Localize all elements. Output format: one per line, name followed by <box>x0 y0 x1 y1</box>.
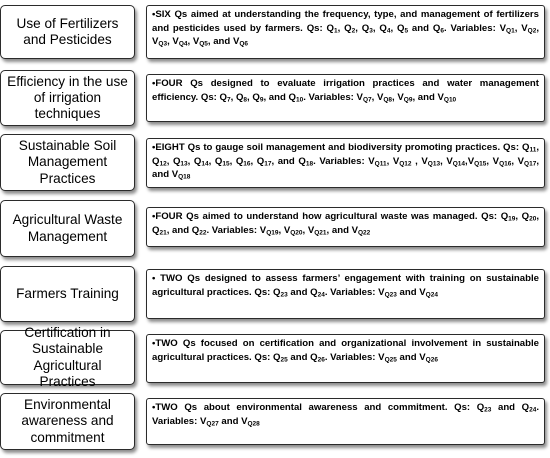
description-text: , V <box>302 224 315 236</box>
description-text: , and Q <box>271 155 306 167</box>
description-text: . Variables: V <box>313 155 375 167</box>
description-text: , and V <box>152 155 539 181</box>
category-box: Sustainable Soil Management Practices <box>0 134 135 191</box>
subscript: 8 <box>243 96 248 104</box>
description-box <box>146 269 545 319</box>
description-box <box>146 74 545 122</box>
description-text: , Q <box>152 211 540 236</box>
description-text: •TWO Qs about environmental awareness and commitment. Qs: Q <box>152 402 485 413</box>
description-box <box>146 398 545 445</box>
subscript: 24 <box>317 291 325 299</box>
description-text: , V <box>187 36 200 48</box>
subscript: Q8 <box>383 96 393 104</box>
description-text: and V <box>396 351 426 363</box>
description-text: •FOUR Qs designed to evaluate irrigation practices and water management efficiency. Qs: Q <box>152 78 539 103</box>
description-text: and Q <box>287 351 318 363</box>
description-text: , Q <box>247 91 260 103</box>
description-text: , Q <box>230 91 244 103</box>
subscript: 16 <box>243 160 251 168</box>
subscript: Q1 <box>506 27 515 35</box>
description-text: , V <box>386 155 400 167</box>
category-box: Agricultural Waste Management <box>0 200 135 257</box>
description-text: , V <box>411 155 428 167</box>
description-text: •FOUR Qs aimed to understand how agricultural waste was managed. Qs: Q <box>152 211 509 222</box>
description-text: , Q <box>187 155 202 167</box>
category-box: Use of Fertilizers and Pesticides <box>0 5 135 59</box>
description-text: , and V <box>412 91 444 103</box>
description-text: •TWO Qs focused on certification and organizational involvement in sustainable agricultural practices. Qs: Q <box>152 338 539 363</box>
subscript: Q11 <box>374 160 387 168</box>
description-box <box>146 138 545 188</box>
description-text: , Q <box>515 211 530 222</box>
category-box: Environmental awareness and commitment <box>0 393 135 450</box>
description-text: ,V <box>465 155 475 167</box>
subscript: Q24 <box>425 291 438 299</box>
subscript: 4 <box>386 27 391 35</box>
description-text: , and Q <box>166 224 200 236</box>
subscript: Q28 <box>247 420 260 428</box>
subscript: Q23 <box>384 291 397 299</box>
description-text: , V <box>371 91 384 103</box>
description-box <box>146 334 545 383</box>
description-text: . Variables: V <box>443 22 507 34</box>
subscript: Q19 <box>266 229 279 237</box>
description-text: •EIGHT Qs to gauge soil management and biodiversity promoting practices. Qs: Q <box>152 142 530 153</box>
description-text: , Q <box>355 22 370 34</box>
description-text: and V <box>396 286 426 298</box>
subscript: 9 <box>259 96 264 104</box>
subscript: 19 <box>508 215 516 223</box>
description-text: , Q <box>208 155 223 167</box>
subscript: 15 <box>222 160 230 168</box>
description-text: . Variables: V <box>324 351 385 363</box>
description-text: , Q <box>372 22 387 34</box>
subscript: 17 <box>264 160 272 168</box>
category-box: Certification in Sustainable Agricultural Practices <box>0 330 135 385</box>
description-box <box>146 5 545 59</box>
subscript: Q13 <box>427 160 441 168</box>
description-box <box>146 207 545 247</box>
subscript: Q17 <box>524 160 537 168</box>
subscript: 24 <box>529 406 537 414</box>
subscript: Q5 <box>199 40 208 48</box>
subscript: 20 <box>529 215 537 223</box>
subscript: Q26 <box>425 356 438 364</box>
description-text: , Q <box>229 155 244 167</box>
description-text: . Variables: V <box>206 224 267 236</box>
subscript: 11 <box>529 146 537 154</box>
subscript: Q16 <box>499 160 512 168</box>
subscript: 26 <box>317 356 325 364</box>
subscript: 7 <box>227 96 231 104</box>
category-box: Farmers Training <box>0 266 135 322</box>
description-text: •SIX Qs aimed at understanding the frequency, type, and management of fertilizers and pesticides used by farmers. Qs: Q <box>152 9 539 34</box>
subscript: Q18 <box>178 173 191 181</box>
description-text: , Q <box>152 142 539 167</box>
subscript: Q9 <box>403 96 413 104</box>
category-box: Efficiency in the use of irrigation techniques <box>0 70 135 126</box>
subscript: 14 <box>201 160 209 168</box>
subscript: Q22 <box>358 229 371 237</box>
description-text: , and V <box>326 224 358 236</box>
subscript: Q25 <box>384 356 397 364</box>
subscript: Q6 <box>239 40 249 48</box>
subscript: 5 <box>404 27 409 35</box>
subscript: 23 <box>484 406 492 414</box>
description-text: , V <box>486 155 500 167</box>
description-text: , V <box>440 155 453 167</box>
subscript: 21 <box>159 229 167 237</box>
subscript: 12 <box>159 160 167 168</box>
subscript: 13 <box>180 160 188 168</box>
subscript: 18 <box>305 160 314 168</box>
description-text: . Variables: V <box>324 286 385 298</box>
description-text: and Q <box>408 22 441 34</box>
description-text: , V <box>511 155 525 167</box>
description-text: , Q <box>337 22 352 34</box>
subscript: Q10 <box>443 96 457 104</box>
description-text: and V <box>218 415 248 427</box>
subscript: Q4 <box>178 40 188 48</box>
subscript: Q21 <box>314 229 327 237</box>
subscript: 22 <box>199 229 207 237</box>
description-text: , V <box>278 224 291 236</box>
subscript: Q12 <box>399 160 412 168</box>
description-text: , V <box>392 91 404 103</box>
description-text: , and Q <box>263 91 296 103</box>
subscript: 10 <box>295 96 304 104</box>
subscript: 3 <box>369 27 373 35</box>
subscript: 23 <box>280 291 288 299</box>
subscript: Q7 <box>362 96 372 104</box>
description-text: and Q <box>287 286 318 298</box>
description-text: . Variables: V <box>303 91 363 103</box>
subscript: Q27 <box>206 420 219 428</box>
subscript: 25 <box>280 356 288 364</box>
description-text: , Q <box>166 155 181 167</box>
description-text: , V <box>167 36 179 48</box>
description-text: and Q <box>491 402 530 413</box>
description-text: , V <box>514 22 528 34</box>
subscript: Q3 <box>158 40 168 48</box>
description-text: , V <box>152 22 539 48</box>
subscript: 2 <box>351 27 356 35</box>
subscript: Q15 <box>474 160 487 168</box>
description-text: , Q <box>250 155 265 167</box>
subscript: Q2 <box>527 27 537 35</box>
subscript: Q14 <box>452 160 466 168</box>
subscript: 1 <box>334 27 338 35</box>
description-text: • TWO Qs designed to assess farmers’ engagement with training on sustainable agricultural practices. Qs: Q <box>152 273 539 298</box>
description-text: , Q <box>390 22 405 34</box>
description-text: . Variables: V <box>152 402 539 427</box>
description-text: , and V <box>207 36 240 48</box>
subscript: 6 <box>440 27 444 35</box>
subscript: Q20 <box>290 229 303 237</box>
